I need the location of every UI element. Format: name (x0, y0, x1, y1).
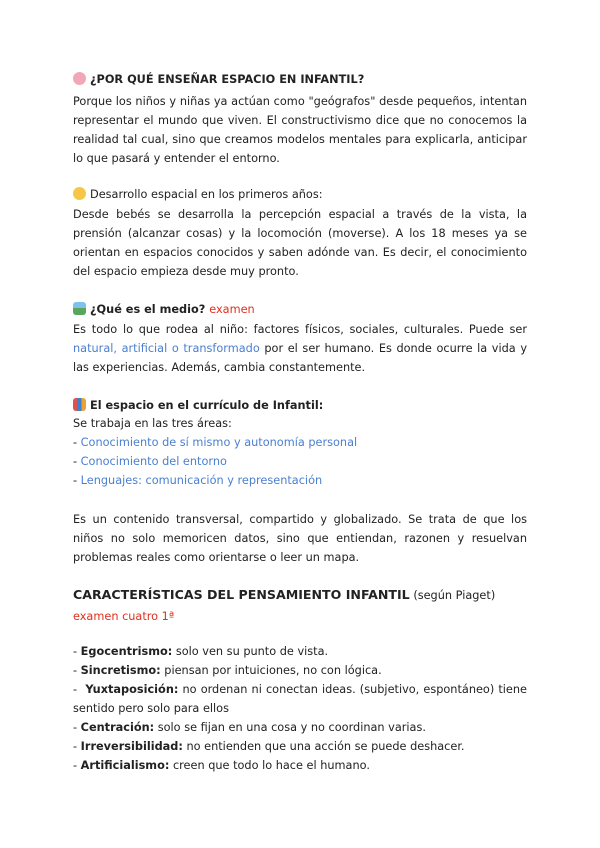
landscape-icon (73, 302, 86, 315)
books-icon (73, 398, 86, 411)
section3-paragraph (73, 320, 527, 377)
list-item: - Sincretismo: piensan por intuiciones, no con lógica. (73, 664, 382, 677)
list-item: - Egocentrismo: solo ven su punto de vista. (73, 645, 329, 658)
list-item: - Irreversibilidad: no entienden que una acción se puede deshacer. (73, 740, 465, 753)
section2-title: Desarrollo espacial en los primeros años: (90, 188, 323, 201)
section5-exam-tag: examen cuatro 1ª (73, 610, 175, 623)
brain-icon (73, 72, 86, 85)
section2-heading (73, 185, 527, 204)
section1-heading (73, 70, 527, 89)
curriculum-area-3: - Lenguajes: comunicación y representación (73, 474, 323, 487)
section5-source: (según Piaget) (413, 589, 496, 602)
characteristics-list (73, 642, 527, 775)
section4-closing: Es un contenido transversal, compartido y globalizado. Se trata de que los niños no solo memoricen datos, sino que entiendan, razonen y resuelvan problemas reales como orientarse o leer un mapa. (73, 513, 527, 564)
section1-title: ¿POR QUÉ ENSEÑAR ESPACIO EN INFANTIL? (90, 73, 365, 86)
section5-heading (73, 584, 527, 627)
section4-heading (73, 396, 527, 415)
section4-intro: Se trabaja en las tres áreas: (73, 417, 232, 430)
curriculum-area-2: - Conocimiento del entorno (73, 455, 227, 468)
section4-list (73, 414, 527, 490)
list-item: - Yuxtaposición: no ordenan ni conectan ideas. (subjetivo, espontáneo) tiene sentido pero solo para ellos (73, 683, 527, 715)
baby-icon (73, 187, 86, 200)
section3-text-a: Es todo lo que rodea al niño: factores físicos, sociales, culturales. Puede ser (73, 323, 527, 336)
list-item: - Artificialismo: creen que todo lo hace el humano. (73, 759, 370, 772)
curriculum-area-1: - Conocimiento de sí mismo y autonomía personal (73, 436, 358, 449)
section3-highlight: natural, artificial o transformado (73, 342, 260, 355)
section3-heading (73, 300, 527, 319)
section3-title: ¿Qué es el medio? (90, 303, 206, 316)
section3-text-b: por el ser humano. Es donde ocurre la vida y las experiencias. Además, cambia constantemente. (73, 342, 528, 374)
section5-title: CARACTERÍSTICAS DEL PENSAMIENTO INFANTIL (73, 587, 410, 602)
section2-paragraph: Desde bebés se desarrolla la percepción espacial a través de la vista, la prensión (alcanzar cosas) y la locomoción (moverse). A los 18 meses ya se orientan en espacios conocidos y saben adónde van. Es decir, el conocimiento del espacio empieza desde muy pronto. (73, 208, 527, 278)
list-item: - Centración: solo se fijan en una cosa y no coordinan varias. (73, 721, 426, 734)
section4-title: El espacio en el currículo de Infantil: (90, 399, 324, 412)
exam-tag: examen (209, 303, 255, 316)
section1-paragraph: Porque los niños y niñas ya actúan como "geógrafos" desde pequeños, intentan representar el mundo que viven. El constructivismo dice que no conocemos la realidad tal cual, sino que creamos modelos mentales para explicarla, anticipar lo que pasará y entender el entorno. (73, 95, 527, 165)
